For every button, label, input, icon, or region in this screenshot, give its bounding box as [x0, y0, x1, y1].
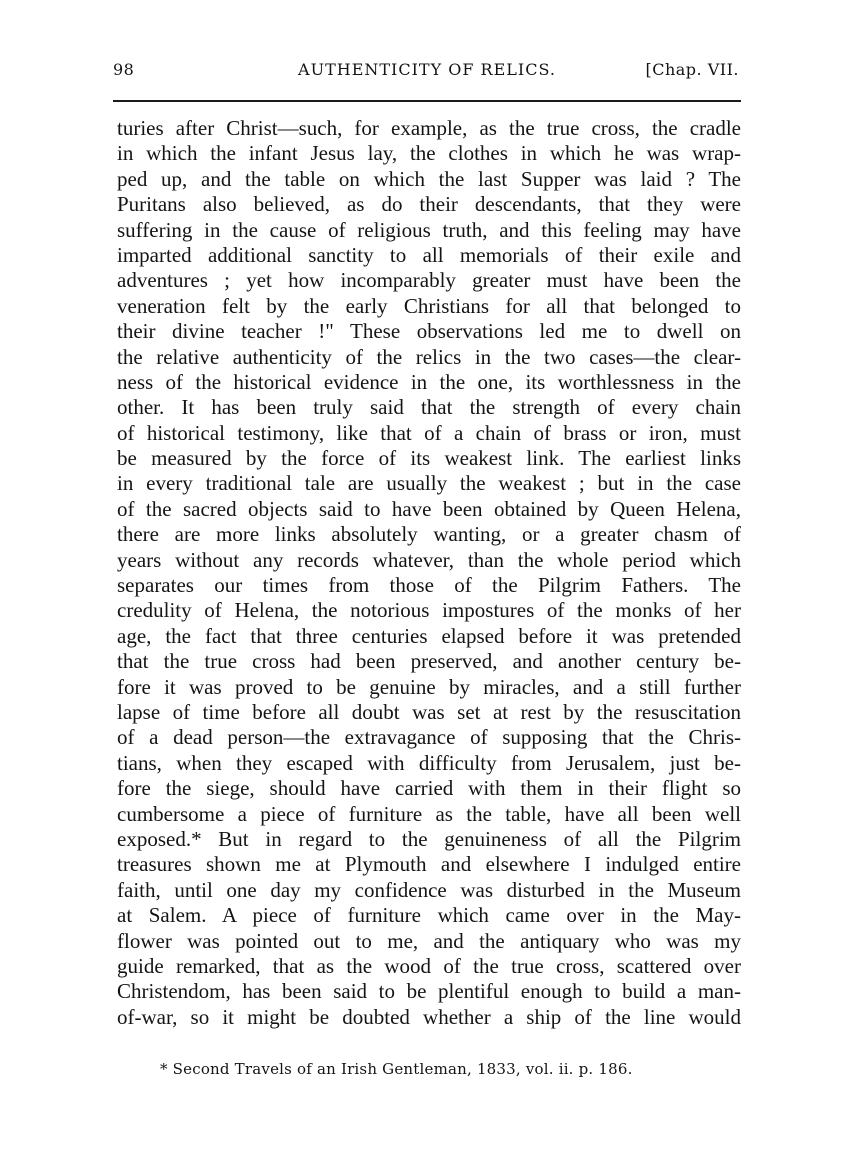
text-line: years without any records whatever, than the whole period which	[117, 547, 741, 572]
text-line: of the sacred objects said to have been obtained by Queen Helena,	[117, 496, 741, 521]
text-line: tians, when they escaped with difficulty from Jerusalem, just be-	[117, 750, 741, 775]
text-line: adventures ; yet how incomparably greater must have been the	[117, 268, 741, 293]
text-line: suffering in the cause of religious truth, and this feeling may have	[117, 217, 741, 242]
text-line: lapse of time before all doubt was set at rest by the resuscitation	[117, 699, 741, 724]
text-line: the relative authenticity of the relics in the two cases—the clear-	[117, 344, 741, 369]
text-line: ped up, and the table on which the last Supper was laid ? The	[117, 166, 741, 191]
text-line: age, the fact that three centuries elapsed before it was pretended	[117, 623, 741, 648]
text-line: turies after Christ—such, for example, as the true cross, the cradle	[117, 116, 741, 140]
text-line: imparted additional sanctity to all memorials of their exile and	[117, 242, 741, 267]
text-line: veneration felt by the early Christians for all that belonged to	[117, 293, 741, 318]
text-line: guide remarked, that as the wood of the true cross, scattered over	[117, 953, 741, 978]
text-line: of-war, so it might be doubted whether a ship of the line would	[117, 1004, 741, 1029]
text-line: that the true cross had been preserved, and another century be-	[117, 649, 741, 674]
text-line: other. It has been truly said that the strength of every chain	[117, 395, 741, 420]
body-text	[117, 116, 741, 1030]
text-line: cumbersome a piece of furniture as the table, have all been well	[117, 801, 741, 826]
text-line: in every traditional tale are usually the weakest ; but in the case	[117, 471, 741, 496]
text-line: treasures shown me at Plymouth and elsewhere I indulged entire	[117, 852, 741, 877]
text-line: their divine teacher !" These observations led me to dwell on	[117, 319, 741, 344]
chapter-label: [Chap. VII.	[645, 60, 739, 79]
text-line: fore it was proved to be genuine by miracles, and a still further	[117, 674, 741, 699]
text-line: Christendom, has been said to be plentiful enough to build a man-	[117, 979, 741, 1004]
text-line: faith, until one day my confidence was disturbed in the Museum	[117, 877, 741, 902]
text-line: at Salem. A piece of furniture which came over in the May-	[117, 903, 741, 928]
text-line: be measured by the force of its weakest link. The earliest links	[117, 446, 741, 471]
footnote: * Second Travels of an Irish Gentleman, 1833, vol. ii. p. 186.	[160, 1060, 633, 1078]
text-line: fore the siege, should have carried with them in their flight so	[117, 776, 741, 801]
text-line: credulity of Helena, the notorious impostures of the monks of her	[117, 598, 741, 623]
text-line: of a dead person—the extravagance of supposing that the Chris-	[117, 725, 741, 750]
text-line: of historical testimony, like that of a chain of brass or iron, must	[117, 420, 741, 445]
header-rule	[113, 100, 741, 102]
text-line: flower was pointed out to me, and the antiquary who was my	[117, 928, 741, 953]
running-title: AUTHENTICITY OF RELICS.	[298, 60, 556, 79]
page-number: 98	[113, 60, 135, 79]
text-line: ness of the historical evidence in the one, its worthlessness in the	[117, 369, 741, 394]
running-header	[113, 60, 741, 88]
text-line: separates our times from those of the Pilgrim Fathers. The	[117, 573, 741, 598]
text-line: Puritans also believed, as do their descendants, that they were	[117, 192, 741, 217]
text-line: exposed.* But in regard to the genuineness of all the Pilgrim	[117, 826, 741, 851]
text-line: there are more links absolutely wanting, or a greater chasm of	[117, 522, 741, 547]
text-line: in which the infant Jesus lay, the clothes in which he was wrap-	[117, 141, 741, 166]
